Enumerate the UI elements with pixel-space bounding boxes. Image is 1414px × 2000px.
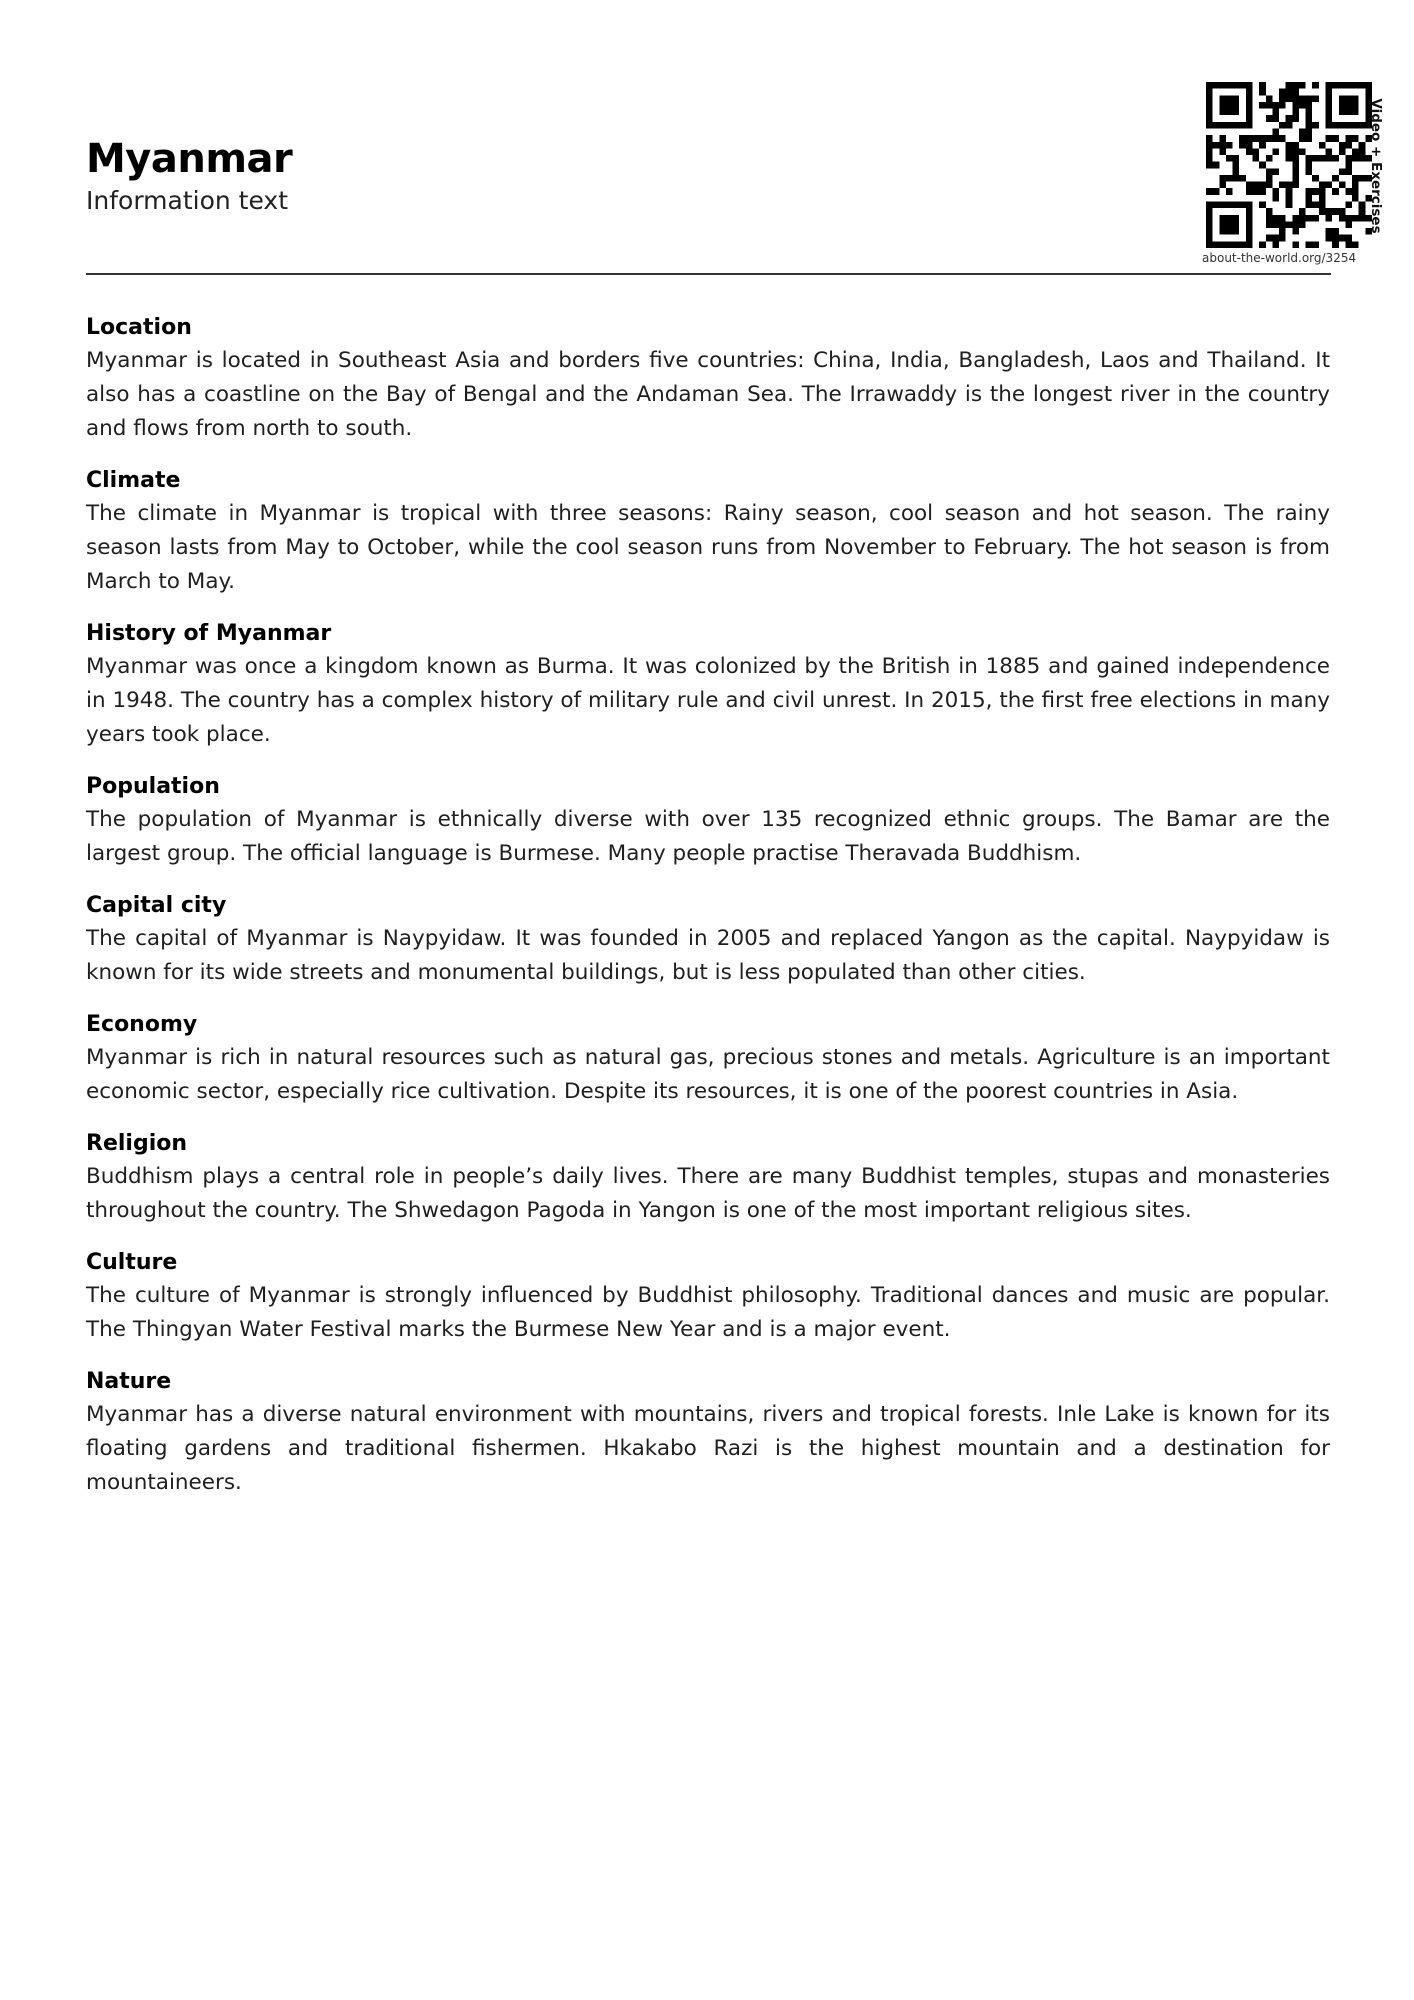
page-title: Myanmar [86,136,293,182]
section-heading: Religion [86,1131,188,1156]
section-text: The population of Myanmar is ethnically diverse with over 135 recognized ethnic groups. The Bamar are the largest group. The official language is Burmese. Many people practise Theravada Buddhism. [86,807,1330,866]
page-header [86,60,1384,274]
section-heading: Capital city [86,893,227,918]
section-heading: Climate [86,468,181,493]
section-capital-city [86,890,1330,990]
section-location [86,312,1330,446]
section-economy [86,1009,1330,1109]
section-population [86,771,1330,871]
section-text: Myanmar is rich in natural resources such as natural gas, precious stones and metals. Agriculture is an important economic sector, especially rice cultivation. Despite its resources, it is one of the poorest countries in Asia. [86,1045,1330,1104]
section-heading: Location [86,315,192,340]
section-heading: History of Myanmar [86,621,332,646]
qr-side-label: Video + Exercises [1368,98,1384,234]
section-text: Buddhism plays a central role in people’s daily lives. There are many Buddhist temples, stupas and monasteries throughout the country. The Shwedagon Pagoda in Yangon is one of the most important religious sites. [86,1164,1330,1223]
header-divider [86,273,1331,275]
section-text: The climate in Myanmar is tropical with three seasons: Rainy season, cool season and hot season. The rainy season lasts from May to October, while the cool season runs from November to February. The hot season is from March to May. [86,501,1330,594]
section-text: The capital of Myanmar is Naypyidaw. It was founded in 2005 and replaced Yangon as the capital. Naypyidaw is known for its wide streets and monumental buildings, but is less populated than other cities. [86,926,1330,985]
section-climate [86,465,1330,599]
qr-url-label[interactable]: about-the-world.org/3254 [1202,251,1357,265]
section-religion [86,1128,1330,1228]
section-text: The culture of Myanmar is strongly influenced by Buddhist philosophy. Traditional dances and music are popular. The Thingyan Water Festival marks the Burmese New Year and is a major event. [86,1283,1330,1342]
section-heading: Culture [86,1250,178,1275]
section-text: Myanmar is located in Southeast Asia and borders five countries: China, India, Bangladesh, Laos and Thailand. It also has a coastline on the Bay of Bengal and the Andaman Sea. The Irrawaddy is the longest river in the country and flows from north to south. [86,348,1330,441]
section-culture [86,1247,1330,1347]
qr-code-icon[interactable] [1206,82,1372,248]
qr-block[interactable] [1126,82,1384,274]
section-heading: Nature [86,1369,172,1394]
main-content [86,312,1330,1519]
section-text: Myanmar has a diverse natural environment with mountains, rivers and tropical forests. Inle Lake is known for its floating gardens and traditional fishermen. Hkakabo Razi is the highest mountain and a destination for mountaineers. [86,1402,1330,1495]
section-heading: Population [86,774,220,799]
page-subtitle: Information text [86,186,289,215]
section-text: Myanmar was once a kingdom known as Burma. It was colonized by the British in 1885 and gained independence in 1948. The country has a complex history of military rule and civil unrest. In 2015, the first free elections in many years took place. [86,654,1330,747]
section-heading: Economy [86,1012,198,1037]
section-history [86,618,1330,752]
section-nature [86,1366,1330,1500]
